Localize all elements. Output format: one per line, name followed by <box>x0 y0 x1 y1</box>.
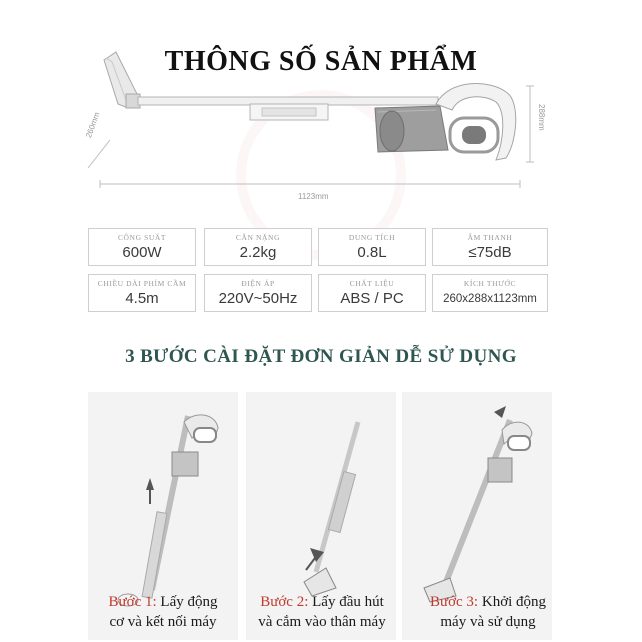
steps-title: 3 BƯỚC CÀI ĐẶT ĐƠN GIẢN DỄ SỬ DỤNG <box>125 346 517 367</box>
step-3-text-line1: Khởi động <box>481 594 547 610</box>
spec-cell-power <box>88 228 196 266</box>
spec-cell-cord-length <box>88 274 196 312</box>
arrow-icon <box>494 406 506 418</box>
spec-cell-material <box>318 274 426 312</box>
spec-label: ĐIỆN ÁP <box>241 279 275 288</box>
step-3-caption <box>412 592 564 632</box>
step-3-text-line2: máy và sử dụng <box>440 614 536 630</box>
step-2-text-line1: Lấy đầu hút <box>312 594 384 610</box>
step-1-text-line1: Lấy động <box>160 594 218 610</box>
spec-cell-capacity <box>318 228 426 266</box>
spec-label: CÂN NẶNG <box>235 233 281 242</box>
step-1-label: Bước 1: <box>108 594 157 610</box>
spec-label: CÔNG SUẤT <box>117 233 167 242</box>
height-dimension-label: 288mm <box>537 104 546 131</box>
length-dimension-label: 1123mm <box>298 192 329 201</box>
step-2-text-line2: và cắm vào thân máy <box>258 614 386 630</box>
step-3-label: Bước 3: <box>429 594 479 610</box>
spec-value: 4.5m <box>125 290 159 307</box>
spec-value: ≤75dB <box>468 244 512 261</box>
spec-cell-size <box>432 274 548 312</box>
spec-value: ABS / PC <box>340 290 404 307</box>
step-2-caption <box>240 592 404 632</box>
spec-label: DUNG TÍCH <box>348 233 396 242</box>
arrow-up-icon <box>146 478 154 490</box>
spec-label: KÍCH THƯỚC <box>463 279 517 288</box>
depth-dimension-label: 260mm <box>84 110 102 140</box>
spec-label: ÂM THANH <box>467 233 513 242</box>
spec-cell-weight <box>204 228 312 266</box>
depth-dimension-line <box>88 140 110 168</box>
spec-value: 2.2kg <box>239 244 277 261</box>
step-2-label: Bước 2: <box>260 594 309 610</box>
spec-value: 0.8L <box>357 244 387 261</box>
motor-body <box>375 106 448 152</box>
step-1-caption <box>90 592 236 632</box>
spec-cell-voltage <box>204 274 312 312</box>
spec-value: 600W <box>122 244 162 261</box>
spec-value: 220V~50Hz <box>218 290 298 307</box>
page-title: THÔNG SỐ SẢN PHẨM <box>164 46 478 77</box>
step-1-text-line2: cơ và kết nối máy <box>109 614 217 630</box>
spec-grid <box>88 228 558 316</box>
spec-label: CHIỀU DÀI PHÍM CẦM <box>97 279 187 288</box>
spec-label: CHẤT LIỆU <box>349 279 395 288</box>
spec-value: 260x288x1123mm <box>443 293 537 305</box>
spec-cell-noise <box>432 228 548 266</box>
